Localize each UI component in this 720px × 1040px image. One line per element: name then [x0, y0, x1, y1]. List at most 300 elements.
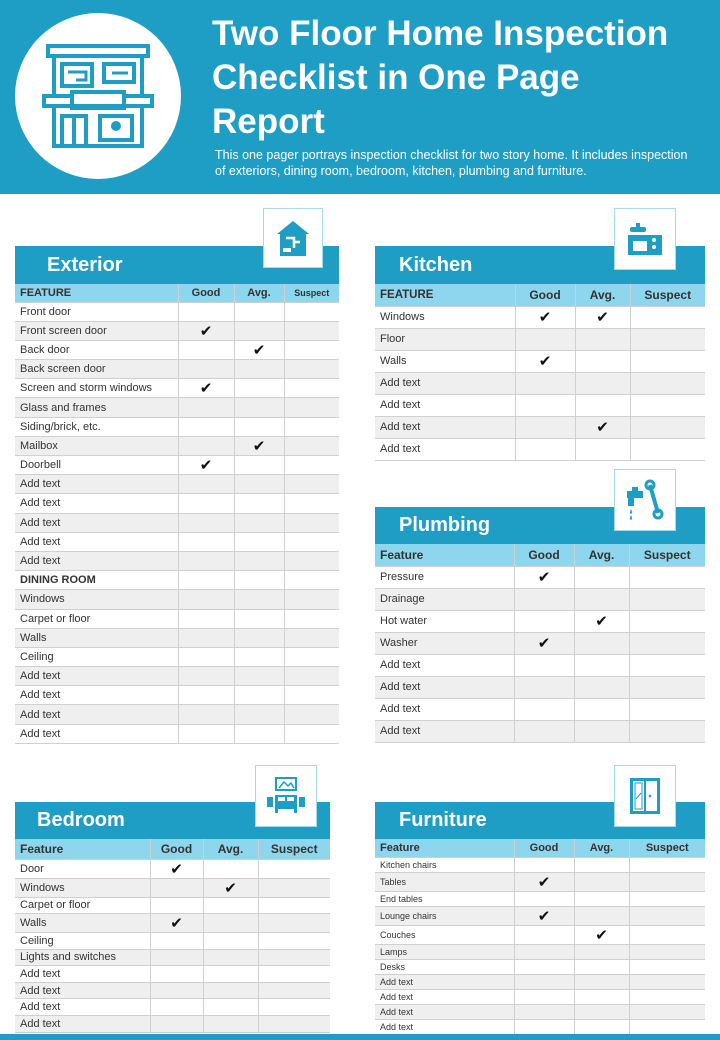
furniture-col-feature: Feature: [375, 839, 514, 857]
kitchen-avg-cell: [575, 372, 630, 394]
bedroom-suspect-cell: [258, 1016, 330, 1033]
furniture-row: [375, 944, 705, 959]
plumbing-table: [375, 544, 705, 743]
exterior-good-cell: ✔: [178, 321, 234, 340]
bedroom-row: [15, 1016, 330, 1033]
furniture-good-cell: [514, 974, 574, 989]
bedroom-row-label: Add text: [15, 982, 150, 999]
exterior-good-cell: [178, 551, 234, 570]
bedroom-avg-cell: [203, 933, 258, 950]
furniture-header-row: [375, 839, 705, 857]
exterior-row-label: Add text: [15, 667, 178, 686]
bedroom-good-cell: [150, 982, 203, 999]
furniture-avg-cell: [574, 944, 629, 959]
furniture-row: [375, 925, 705, 944]
furniture-row-label: Kitchen chairs: [375, 857, 514, 872]
furniture-table: [375, 839, 705, 1035]
plumbing-row: [375, 698, 705, 720]
bedroom-title: Bedroom: [37, 809, 125, 831]
exterior-row: [15, 321, 339, 340]
plumbing-col-good: Good: [514, 544, 574, 566]
bedroom-suspect-cell: [258, 966, 330, 983]
kitchen-avg-cell: [575, 328, 630, 350]
kitchen-suspect-cell: [630, 350, 705, 372]
two-floor-house-icon: [42, 40, 154, 152]
exterior-row-label: Windows: [15, 590, 178, 609]
furniture-good-cell: [514, 944, 574, 959]
bedroom-good-cell: ✔: [150, 859, 203, 878]
faucet-wrench-icon: [624, 479, 666, 521]
bedroom-row-label: Carpet or floor: [15, 897, 150, 914]
exterior-row: [15, 628, 339, 647]
plumbing-good-cell: [514, 654, 574, 676]
exterior-avg-cell: [234, 321, 284, 340]
exterior-row-label: Doorbell: [15, 456, 178, 475]
exterior-good-cell: [178, 667, 234, 686]
exterior-avg-cell: [234, 571, 284, 590]
exterior-suspect-cell: [284, 417, 339, 436]
furniture-row-label: Tables: [375, 872, 514, 891]
plumbing-avg-cell: [574, 654, 629, 676]
exterior-good-cell: [178, 705, 234, 724]
plumbing-suspect-cell: [629, 566, 705, 588]
header-banner: [0, 0, 720, 194]
exterior-avg-cell: [234, 494, 284, 513]
exterior-avg-cell: [234, 379, 284, 398]
furniture-col-avg: Avg.: [574, 839, 629, 857]
bedroom-row: [15, 878, 330, 897]
furniture-row: [375, 959, 705, 974]
bedroom-suspect-cell: [258, 999, 330, 1016]
plumbing-icon-box: [614, 469, 676, 531]
plumbing-row-label: Pressure: [375, 566, 514, 588]
plumbing-header-row: [375, 544, 705, 566]
bedroom-avg-cell: [203, 914, 258, 933]
bedroom-suspect-cell: [258, 982, 330, 999]
furniture-avg-cell: [574, 906, 629, 925]
kitchen-row: [375, 328, 705, 350]
exterior-row-label: Add text: [15, 475, 178, 494]
kitchen-icon-box: [614, 208, 676, 270]
bedroom-avg-cell: [203, 966, 258, 983]
kitchen-suspect-cell: [630, 372, 705, 394]
exterior-good-cell: [178, 494, 234, 513]
exterior-row: [15, 686, 339, 705]
exterior-row: [15, 456, 339, 475]
exterior-col-avg: Avg.: [234, 284, 284, 302]
exterior-good-cell: [178, 647, 234, 666]
furniture-suspect-cell: [629, 906, 705, 925]
bedroom-row-label: Door: [15, 859, 150, 878]
kitchen-row: [375, 350, 705, 372]
exterior-row: [15, 532, 339, 551]
bedroom-section: [15, 765, 330, 1030]
wardrobe-icon: [624, 775, 666, 817]
bedroom-row: [15, 859, 330, 878]
exterior-row-label: Add text: [15, 551, 178, 570]
plumbing-good-cell: [514, 610, 574, 632]
exterior-avg-cell: [234, 590, 284, 609]
bedroom-row-label: Windows: [15, 878, 150, 897]
exterior-good-cell: ✔: [178, 379, 234, 398]
bed-icon: [265, 775, 307, 817]
exterior-suspect-cell: [284, 551, 339, 570]
exterior-row: [15, 667, 339, 686]
furniture-row: [375, 974, 705, 989]
plumbing-title: Plumbing: [399, 514, 491, 536]
bedroom-row-label: Add text: [15, 966, 150, 983]
exterior-suspect-cell: [284, 686, 339, 705]
exterior-row: [15, 705, 339, 724]
furniture-avg-cell: [574, 857, 629, 872]
plumbing-row: [375, 632, 705, 654]
furniture-avg-cell: ✔: [574, 925, 629, 944]
plumbing-avg-cell: [574, 720, 629, 742]
furniture-avg-cell: [574, 872, 629, 891]
plumbing-suspect-cell: [629, 588, 705, 610]
bedroom-good-cell: ✔: [150, 914, 203, 933]
kitchen-row-label: Add text: [375, 438, 515, 460]
bedroom-icon-box: [255, 765, 317, 827]
kitchen-suspect-cell: [630, 328, 705, 350]
exterior-row-label: Siding/brick, etc.: [15, 417, 178, 436]
bedroom-avg-cell: [203, 1016, 258, 1033]
bedroom-row-label: Ceiling: [15, 933, 150, 950]
furniture-good-cell: ✔: [514, 872, 574, 891]
bedroom-col-feature: Feature: [15, 839, 150, 859]
bedroom-row: [15, 999, 330, 1016]
plumbing-row: [375, 720, 705, 742]
exterior-good-cell: [178, 724, 234, 743]
exterior-row-label: Add text: [15, 513, 178, 532]
bedroom-good-cell: [150, 897, 203, 914]
furniture-good-cell: ✔: [514, 906, 574, 925]
furniture-row-label: Add text: [375, 1020, 514, 1035]
kitchen-avg-cell: [575, 350, 630, 372]
exterior-row: [15, 609, 339, 628]
furniture-suspect-cell: [629, 891, 705, 906]
kitchen-avg-cell: [575, 438, 630, 460]
exterior-row: [15, 417, 339, 436]
furniture-row: [375, 891, 705, 906]
exterior-row-label: Mailbox: [15, 436, 178, 455]
bedroom-table: [15, 839, 330, 1033]
exterior-suspect-cell: [284, 379, 339, 398]
furniture-row-label: Lounge chairs: [375, 906, 514, 925]
furniture-good-cell: [514, 925, 574, 944]
exterior-good-cell: [178, 532, 234, 551]
plumbing-suspect-cell: [629, 698, 705, 720]
furniture-good-cell: [514, 989, 574, 1004]
exterior-row-label: Ceiling: [15, 647, 178, 666]
bedroom-suspect-cell: [258, 933, 330, 950]
exterior-suspect-cell: [284, 647, 339, 666]
exterior-row-label: Screen and storm windows: [15, 379, 178, 398]
kitchen-good-cell: [515, 372, 575, 394]
plumbing-avg-cell: [574, 566, 629, 588]
furniture-row-label: Add text: [375, 1005, 514, 1020]
exterior-suspect-cell: [284, 609, 339, 628]
exterior-avg-cell: [234, 456, 284, 475]
furniture-section: [375, 765, 705, 1033]
exterior-suspect-cell: [284, 724, 339, 743]
plumbing-row-label: Add text: [375, 720, 514, 742]
exterior-suspect-cell: [284, 340, 339, 359]
kitchen-col-feature: FEATURE: [375, 284, 515, 306]
exterior-suspect-cell: [284, 494, 339, 513]
exterior-row-label: Glass and frames: [15, 398, 178, 417]
plumbing-row: [375, 566, 705, 588]
furniture-suspect-cell: [629, 1020, 705, 1035]
exterior-icon-box: [263, 208, 323, 268]
kitchen-suspect-cell: [630, 306, 705, 328]
kitchen-col-suspect: Suspect: [630, 284, 705, 306]
furniture-avg-cell: [574, 1020, 629, 1035]
kitchen-suspect-cell: [630, 438, 705, 460]
exterior-row: [15, 513, 339, 532]
bedroom-suspect-cell: [258, 878, 330, 897]
plumbing-row: [375, 588, 705, 610]
furniture-row: [375, 872, 705, 891]
bedroom-suspect-cell: [258, 949, 330, 966]
bedroom-row-label: Lights and switches: [15, 949, 150, 966]
exterior-good-cell: [178, 436, 234, 455]
kitchen-row-label: Floor: [375, 328, 515, 350]
exterior-suspect-cell: [284, 628, 339, 647]
kitchen-table: [375, 284, 705, 461]
plumbing-row: [375, 654, 705, 676]
exterior-avg-cell: [234, 417, 284, 436]
bedroom-good-cell: [150, 949, 203, 966]
furniture-good-cell: [514, 1020, 574, 1035]
exterior-header-row: [15, 284, 339, 302]
plumbing-row-label: Washer: [375, 632, 514, 654]
exterior-avg-cell: [234, 398, 284, 417]
bedroom-row-label: Add text: [15, 1016, 150, 1033]
exterior-row: [15, 340, 339, 359]
exterior-row: [15, 360, 339, 379]
bedroom-header-row: [15, 839, 330, 859]
exterior-section: [15, 208, 339, 748]
bedroom-suspect-cell: [258, 914, 330, 933]
exterior-avg-cell: [234, 724, 284, 743]
exterior-suspect-cell: [284, 456, 339, 475]
plumbing-good-cell: [514, 588, 574, 610]
furniture-suspect-cell: [629, 989, 705, 1004]
plumbing-col-avg: Avg.: [574, 544, 629, 566]
plumbing-suspect-cell: [629, 720, 705, 742]
furniture-row: [375, 906, 705, 925]
bedroom-avg-cell: [203, 949, 258, 966]
exterior-suspect-cell: [284, 360, 339, 379]
plumbing-good-cell: [514, 698, 574, 720]
plumbing-suspect-cell: [629, 632, 705, 654]
plumbing-col-suspect: Suspect: [629, 544, 705, 566]
exterior-row: [15, 590, 339, 609]
kitchen-col-good: Good: [515, 284, 575, 306]
furniture-suspect-cell: [629, 857, 705, 872]
furniture-row-label: End tables: [375, 891, 514, 906]
furniture-title: Furniture: [399, 809, 487, 831]
exterior-row-label: DINING ROOM: [15, 571, 178, 590]
bedroom-good-cell: [150, 933, 203, 950]
furniture-avg-cell: [574, 959, 629, 974]
exterior-row-label: Add text: [15, 724, 178, 743]
exterior-row: [15, 302, 339, 321]
plumbing-section: [375, 469, 705, 747]
furniture-avg-cell: [574, 989, 629, 1004]
exterior-good-cell: [178, 590, 234, 609]
bedroom-row-label: Walls: [15, 914, 150, 933]
exterior-row-label: Back screen door: [15, 360, 178, 379]
exterior-avg-cell: ✔: [234, 340, 284, 359]
kitchen-avg-cell: ✔: [575, 306, 630, 328]
exterior-row: [15, 475, 339, 494]
plumbing-row: [375, 610, 705, 632]
exterior-suspect-cell: [284, 532, 339, 551]
exterior-good-cell: [178, 340, 234, 359]
plumbing-avg-cell: [574, 698, 629, 720]
plumbing-good-cell: [514, 676, 574, 698]
exterior-good-cell: [178, 628, 234, 647]
bottom-accent-bar: [0, 1034, 720, 1040]
bedroom-row: [15, 933, 330, 950]
plumbing-suspect-cell: [629, 676, 705, 698]
furniture-row: [375, 1020, 705, 1035]
exterior-good-cell: ✔: [178, 456, 234, 475]
plumbing-avg-cell: [574, 632, 629, 654]
bedroom-avg-cell: [203, 982, 258, 999]
kitchen-good-cell: [515, 416, 575, 438]
exterior-table: [15, 284, 339, 744]
exterior-suspect-cell: [284, 513, 339, 532]
stove-icon: [624, 218, 666, 260]
furniture-row: [375, 1005, 705, 1020]
exterior-good-cell: [178, 686, 234, 705]
kitchen-title: Kitchen: [399, 254, 473, 276]
exterior-row: [15, 647, 339, 666]
bedroom-row: [15, 982, 330, 999]
furniture-suspect-cell: [629, 959, 705, 974]
kitchen-good-cell: ✔: [515, 306, 575, 328]
exterior-suspect-cell: [284, 475, 339, 494]
exterior-good-cell: [178, 302, 234, 321]
bedroom-good-cell: [150, 878, 203, 897]
exterior-suspect-cell: [284, 436, 339, 455]
bedroom-col-suspect: Suspect: [258, 839, 330, 859]
furniture-row-label: Couches: [375, 925, 514, 944]
bedroom-avg-cell: [203, 897, 258, 914]
kitchen-row: [375, 372, 705, 394]
kitchen-row: [375, 394, 705, 416]
exterior-avg-cell: [234, 628, 284, 647]
exterior-avg-cell: [234, 667, 284, 686]
kitchen-col-avg: Avg.: [575, 284, 630, 306]
furniture-suspect-cell: [629, 925, 705, 944]
logo-circle: [15, 13, 181, 179]
page-title: Two Floor Home Inspection Checklist in One Page Report: [212, 14, 669, 141]
furniture-row-label: Add text: [375, 989, 514, 1004]
exterior-row: [15, 398, 339, 417]
exterior-row-label: Carpet or floor: [15, 609, 178, 628]
exterior-suspect-cell: [284, 705, 339, 724]
house-plumbing-icon: [273, 218, 313, 258]
furniture-col-good: Good: [514, 839, 574, 857]
exterior-avg-cell: [234, 532, 284, 551]
exterior-avg-cell: [234, 647, 284, 666]
exterior-row-label: Add text: [15, 494, 178, 513]
plumbing-row-label: Hot water: [375, 610, 514, 632]
bedroom-avg-cell: [203, 999, 258, 1016]
exterior-col-good: Good: [178, 284, 234, 302]
plumbing-avg-cell: [574, 588, 629, 610]
exterior-avg-cell: [234, 475, 284, 494]
bedroom-row: [15, 897, 330, 914]
exterior-col-feature: FEATURE: [15, 284, 178, 302]
furniture-suspect-cell: [629, 1005, 705, 1020]
furniture-suspect-cell: [629, 872, 705, 891]
kitchen-avg-cell: [575, 394, 630, 416]
furniture-icon-box: [614, 765, 676, 827]
exterior-row: [15, 494, 339, 513]
exterior-avg-cell: [234, 705, 284, 724]
kitchen-section: [375, 208, 705, 464]
kitchen-suspect-cell: [630, 394, 705, 416]
exterior-good-cell: [178, 398, 234, 417]
exterior-good-cell: [178, 609, 234, 628]
bedroom-col-good: Good: [150, 839, 203, 859]
plumbing-avg-cell: [574, 676, 629, 698]
kitchen-good-cell: [515, 438, 575, 460]
furniture-avg-cell: [574, 974, 629, 989]
exterior-row-label: Walls: [15, 628, 178, 647]
bedroom-row: [15, 966, 330, 983]
plumbing-suspect-cell: [629, 610, 705, 632]
bedroom-row: [15, 914, 330, 933]
exterior-suspect-cell: [284, 321, 339, 340]
kitchen-row-label: Add text: [375, 372, 515, 394]
exterior-title: Exterior: [47, 254, 123, 276]
exterior-avg-cell: [234, 686, 284, 705]
exterior-good-cell: [178, 360, 234, 379]
furniture-row: [375, 857, 705, 872]
plumbing-good-cell: ✔: [514, 632, 574, 654]
plumbing-row-label: Add text: [375, 654, 514, 676]
exterior-row: [15, 436, 339, 455]
exterior-avg-cell: ✔: [234, 436, 284, 455]
bedroom-avg-cell: ✔: [203, 878, 258, 897]
furniture-suspect-cell: [629, 944, 705, 959]
kitchen-good-cell: [515, 394, 575, 416]
exterior-avg-cell: [234, 609, 284, 628]
kitchen-row-label: Windows: [375, 306, 515, 328]
furniture-suspect-cell: [629, 974, 705, 989]
kitchen-row-label: Walls: [375, 350, 515, 372]
plumbing-row-label: Add text: [375, 676, 514, 698]
furniture-row: [375, 989, 705, 1004]
plumbing-good-cell: ✔: [514, 566, 574, 588]
furniture-good-cell: [514, 1005, 574, 1020]
kitchen-row: [375, 438, 705, 460]
bedroom-good-cell: [150, 966, 203, 983]
exterior-avg-cell: [234, 513, 284, 532]
kitchen-avg-cell: ✔: [575, 416, 630, 438]
exterior-suspect-cell: [284, 302, 339, 321]
exterior-avg-cell: [234, 302, 284, 321]
exterior-good-cell: [178, 475, 234, 494]
bedroom-avg-cell: [203, 859, 258, 878]
exterior-row: [15, 551, 339, 570]
